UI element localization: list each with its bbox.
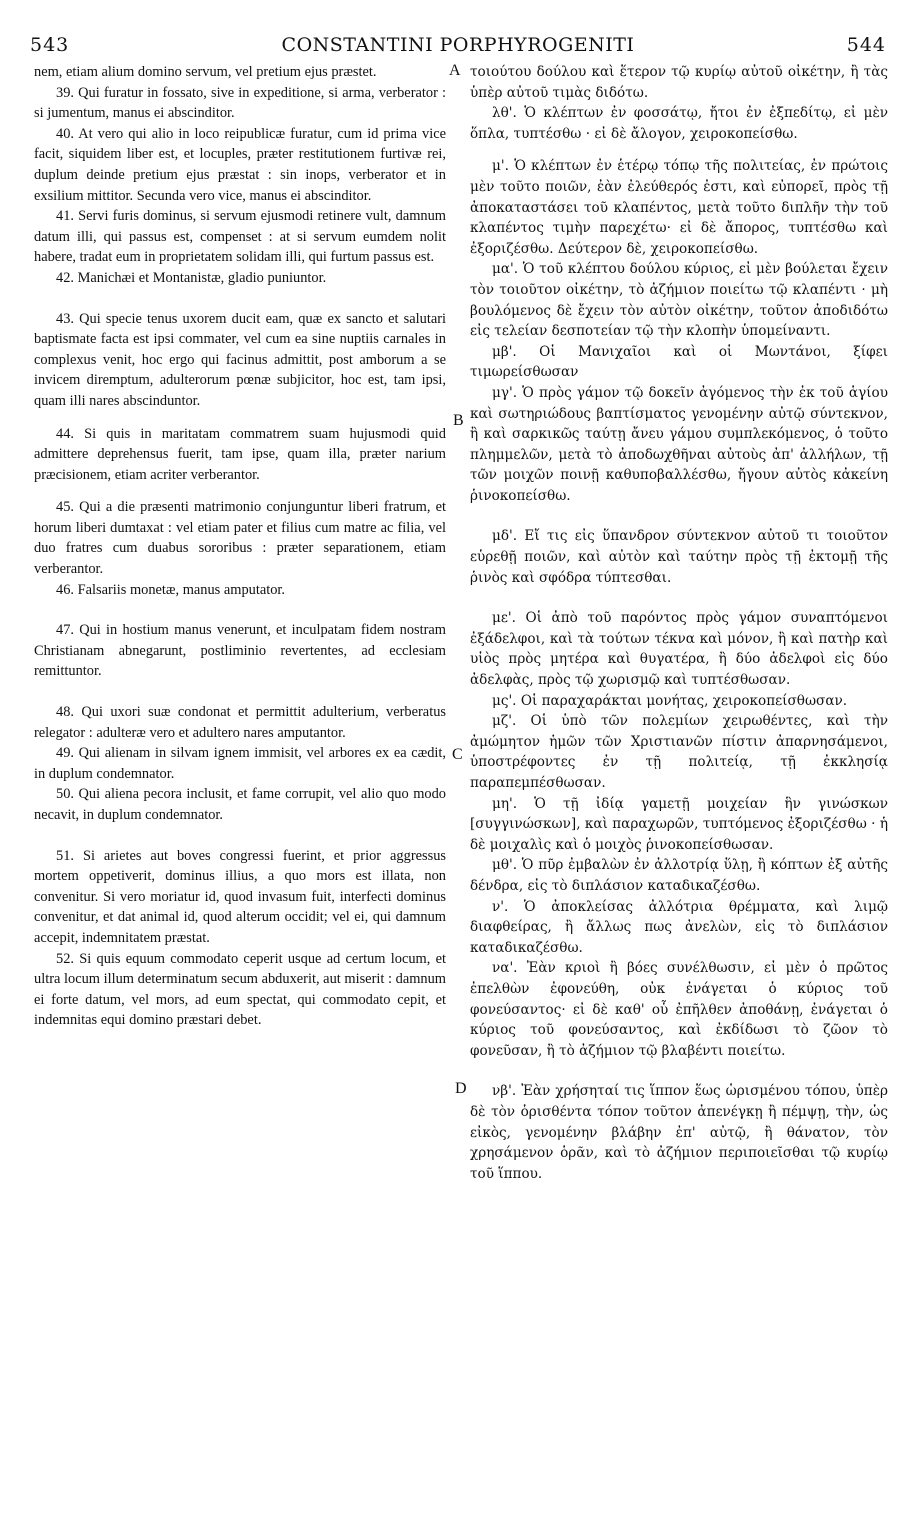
page-header	[0, 0, 916, 58]
greek-paragraph: μβ'. Οἱ Μανιχαῖοι καὶ οἱ Μωντάνοι, ξίφει τιμωρείσθωσαν	[470, 343, 888, 381]
greek-paragraph: μα'. Ὁ τοῦ κλέπτου δούλου κύριος, εἰ μὲν βούλεται ἔχειν τὸν τοιοῦτον οἰκέτην, τὸ ἀζήμιον ποιείτω τῷ κλαπέντι · μὴ βουλόμενος δὲ ἔχειν τὸν αὐτὸν οἰκέτην, τοῦτον ἀποδιδότω εἰς τελείαν δεσποτείαν τῷ τὴν κλοπὴν ὑπομείναντι.	[470, 261, 888, 340]
greek-paragraph: μ'. Ὁ κλέπτων ἐν ἑτέρῳ τόπῳ τῆς πολιτείας, ἐν πρώτοις μὲν τοῦτο ποιῶν, ἐὰν ἐλεύθερός ἐστι, καὶ εὐπορεῖ, πρὸς τῇ ἀποκαταστάσει τοῦ κλαπέντος, μετὰ τοῦτο διπλῆν τὴν τοῦ κλαπέντος τιμὴν παρεχέτω· εἰ δὲ ἄπορος, τυπτέσθω καὶ ἐξοριζέσθω. Δεύτερον δὲ, χειροκοπείσθω.	[470, 158, 888, 257]
latin-column	[34, 62, 446, 1031]
latin-paragraph: 41. Servi furis dominus, si servum ejusmodi retinere vult, damnum datum illi, qui passus est, compenset : at si servum eumdem nolit habere, tradat eum in proprietatem solidam illi, qui furtum passus est.	[34, 208, 446, 266]
margin-marker-a: A	[449, 62, 461, 79]
greek-paragraph: μς'. Οἱ παραχαράκται μονήτας, χειροκοπείσθωσαν.	[492, 692, 848, 709]
greek-paragraph: μη'. Ὁ τῇ ἰδίᾳ γαμετῇ μοιχείαν ἣν γινώσκων [συγγινώσκων], καὶ παραχωρῶν, τυπτόμενος ἐξοριζέσθω · ἡ δὲ μοιχαλὶς καὶ ὁ μοιχὸς ῥινοκοπείσθωσαν.	[470, 795, 888, 853]
page-number-right: 544	[846, 34, 886, 56]
latin-paragraph: 49. Qui alienam in silvam ignem immisit, vel arbores ex ea cædit, in duplum condemnator.	[34, 745, 446, 782]
latin-paragraph: 44. Si quis in maritatam commatrem suam hujusmodi quid admittere deprehensus fuerit, tam ipse, quam illa, præter narium præcisionem, etiam acriter verberantor.	[34, 425, 446, 483]
greek-paragraph: μθ'. Ὁ πῦρ ἐμβαλὼν ἐν ἀλλοτρίᾳ ὕλῃ, ἢ κόπτων ἐξ αὐτῆς δένδρα, εἰς τὸ διπλάσιον καταδικαζέσθω.	[470, 857, 888, 894]
latin-paragraph: 46. Falsariis monetæ, manus amputator.	[56, 581, 286, 598]
latin-paragraph: 50. Qui aliena pecora inclusit, et fame corrupit, vel alio quo modo necavit, in duplum condemnator.	[34, 786, 446, 823]
latin-paragraph: 42. Manichæi et Montanistæ, gladio puniuntor.	[56, 269, 327, 286]
latin-paragraph: 48. Qui uxori suæ condonat et permittit adulterium, verberatus relegator : adulteræ vero et adultero nares amputantor.	[34, 704, 446, 741]
greek-paragraph: νβ'. Ἐὰν χρήσηταί τις ἵππον ἕως ὡρισμένου τόπου, ὑπὲρ δὲ τὸν ὁρισθέντα τόπον τοῦτον ἀπενέγκῃ ἢ πέμψῃ, τὴν, ὡς εἰκὸς, γενομένην βλάβην ἐπ' αὐτῷ, ἢ θάνατον, τὸν χρησάμενον ὁρᾶν, καὶ τὸ ἀζήμιον περιποιεῖσθαι τῷ κυρίῳ τοῦ ἵππου.	[470, 1083, 888, 1182]
latin-paragraph: 40. At vero qui alio in loco reipublicæ furatur, cum id prima vice facit, siquidem liber est, et locuples, præter restitutionem furtivæ rei, duplum deinde pretium ejus præstat : sin inops, verberator et in exsilium mittitor. Secunda vero vice, manus ei abscinditor.	[34, 125, 446, 204]
margin-marker-b: B	[453, 412, 464, 429]
margin-marker-d: D	[455, 1080, 467, 1097]
greek-paragraph: λθ'. Ὁ κλέπτων ἐν φοσσάτῳ, ἤτοι ἐν ἐξπεδίτῳ, εἰ μὲν ὅπλα, τυπτέσθω · εἰ δὲ ἄλογον, χειροκοπείσθω.	[470, 105, 888, 142]
latin-paragraph: 51. Si arietes aut boves congressi fuerint, et prior aggressus mortem oppetiverit, dominus illius, a quo mors est illata, non convenitur. Si vero moriatur id, quod invasum fuit, interfecti dominus convenitur, et dat animal id, quod alterum occidit; vel ei, qui damnum accepit, indemnitatem præstat.	[34, 847, 446, 946]
latin-paragraph: 45. Qui a die præsenti matrimonio conjunguntur liberi fratrum, et horum liberi dumtaxat : vel etiam pater et filius cum matre ac filia, vel duo fratres cum duabus sororibus : præter separationem, etiam verberantor.	[34, 499, 446, 578]
margin-marker-c: C	[452, 746, 463, 763]
greek-paragraph: μδ'. Εἴ τις εἰς ὕπανδρον σύντεκνον αὐτοῦ τι τοιοῦτον εὑρεθῇ ποιῶν, καὶ αὐτὸν καὶ ταύτην πρὸς τῇ ἐκτομῇ τῆς ῥινὸς καὶ σφόδρα τύπτεσθαι.	[470, 528, 888, 586]
greek-paragraph: τοιούτου δούλου καὶ ἕτερον τῷ κυρίῳ αὐτοῦ οἰκέτην, ἢ τὰς ὑπὲρ αὐτοῦ τιμὰς διδότω.	[470, 64, 888, 101]
latin-paragraph: 39. Qui furatur in fossato, sive in expeditione, si arma, verberator : si jumentum, manus ei abscinditor.	[34, 84, 446, 122]
page-number-left: 543	[30, 34, 70, 56]
greek-paragraph: μγ'. Ὁ πρὸς γάμον τῷ δοκεῖν ἀγόμενος τὴν ἐκ τοῦ ἁγίου καὶ σωτηριώδους βαπτίσματος γενομένην αὐτῷ σύντεκνον, ἢ καὶ σαρκικῶς ταύτῃ ἄνευ γάμου συμπλεκόμενος, ὁ τοῦτο πλημμελῶν, μετὰ τὸ ἀποδωχθῆναι αὐτοὺς ἀπ' ἀλλήλων, τῇ τῶν μοιχῶν ποινῇ καθυποβαλλέσθω, ἤγουν αὐτὸς κἀκείνη ῥινοκοπείσθω.	[470, 384, 888, 504]
latin-paragraph: 43. Qui specie tenus uxorem ducit eam, quæ ex sancto et salutari baptismate facta est ipsi commater, vel cum ea sine nuptiis carnales in complexus venit, hoc ergo qui facinus admittit, post amborum a se invicem diremptum, adulterorum pœnæ subjicitor, hoc est, tam ipsi, quam illi nares abscinduntor.	[34, 310, 446, 409]
greek-paragraph: να'. Ἐὰν κριοὶ ἢ βόες συνέλθωσιν, εἰ μὲν ὁ πρῶτος ἐπελθὼν ἐφονεύθη, οὐκ ἐνάγεται ὁ κύριος τοῦ φονεύσαντος· εἰ δὲ καθ' οὗ ἐπῆλθεν ἀποθάνῃ, ἐνάγεται ὁ κύριος τοῦ φονεύσαντος, καὶ ἐκδίδωσι τὸ ζῶον τὸ φονεῦσαν, ἢ τὸ ἀζήμιον τῷ βλαβέντι ποιείτω.	[470, 960, 888, 1059]
latin-paragraph: 52. Si quis equum commodato ceperit usque ad certum locum, et ultra locum illum determinatum secum abduxerit, aut miserit : damnum ei forte datum, vel mors, ad eum spectat, qui commodato cepit, et indemnitas equi domino præstari debet.	[34, 950, 446, 1029]
running-title: CONSTANTINI PORPHYROGENITI	[281, 34, 635, 56]
greek-paragraph: ν'. Ὁ ἀποκλείσας ἀλλότρια θρέμματα, καὶ λιμῷ διαφθείρας, ἢ ἄλλως πως ἀνελὼν, εἰς τὸ διπλάσιον καταδικαζέσθω.	[470, 898, 888, 956]
latin-paragraph: nem, etiam alium domino servum, vel pretium ejus præstet.	[34, 64, 377, 80]
greek-column	[470, 62, 888, 1184]
greek-paragraph: μζ'. Οἱ ὑπὸ τῶν πολεμίων χειρωθέντες, καὶ τὴν ἀμώμητον ἡμῶν τῶν Χριστιανῶν πίστιν ἀπαρνησάμενοι, ὑποστρέφοντες ἐν τῇ πολιτείᾳ, τῇ ἐκκλησίᾳ παραπεμπέσθωσαν.	[470, 713, 888, 791]
greek-paragraph: με'. Οἱ ἀπὸ τοῦ παρόντος πρὸς γάμον συναπτόμενοι ἐξάδελφοι, καὶ τὰ τούτων τέκνα καὶ μόνον, ἢ καὶ πατὴρ καὶ υἱὸς πρὸς μητέρα καὶ θυγατέρα, ἢ δύο ἀδελφοὶ εἰς δύο ἀδελφὰς, πρὸς τῷ χωρισμῷ καὶ τυπτέσθωσαν.	[470, 610, 888, 689]
latin-paragraph: 47. Qui in hostium manus venerunt, et inculpatam fidem nostram Christianam abnegarunt, postliminio revertentes, ad ecclesiam remittuntor.	[34, 622, 446, 680]
